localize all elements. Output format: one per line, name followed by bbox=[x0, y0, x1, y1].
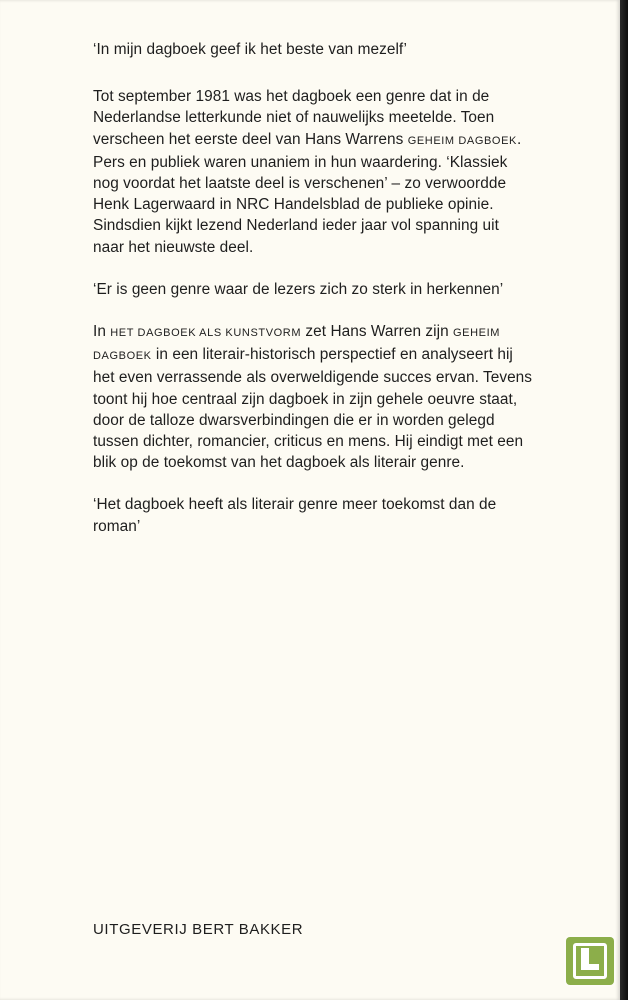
quote-2: ‘Er is geen genre waar de lezers zich zo sterk in herkennen’ bbox=[93, 280, 504, 298]
quote-1: ‘In mijn dagboek geef ik het beste van mezelf’ bbox=[93, 41, 407, 58]
paragraph-2-text-b: zet Hans Warren zijn bbox=[301, 323, 454, 341]
blurb-text bbox=[93, 39, 533, 537]
book-spine-edge bbox=[620, 0, 628, 1000]
paragraph-1-text-b: . Pers en publiek waren unaniem in hun waardering. ‘Klassiek nog voordat het laatste deel is verschenen’ – zo verwoordde Henk Lagerwaard in NRC Handelsblad de publieke opinie. Sindsdien kijkt lezend Nederland ieder jaar vol spanning uit naar het nieuwste deel. bbox=[93, 130, 522, 256]
small-caps-title: GEHEIM DAGBOEK bbox=[407, 134, 517, 147]
small-caps-title: GEHEIM DAGBOEK bbox=[93, 327, 501, 363]
small-caps-title: HET DAGBOEK ALS KUNSTVORM bbox=[110, 327, 302, 340]
quote-3: ‘Het dagboek heeft als literair genre meer toekomst dan de roman’ bbox=[93, 496, 497, 535]
paragraph-2-text-a: In bbox=[93, 323, 111, 341]
paragraph-2 bbox=[93, 321, 533, 473]
publisher-name: UITGEVERIJ BERT BAKKER bbox=[93, 921, 304, 938]
paragraph-1-text-a: Tot september 1981 was het dagboek een genre dat in de Nederlandse letterkunde niet of nauwelijks meetelde. Toen verscheen het eerste deel van Hans Warrens bbox=[93, 88, 495, 148]
lastdodo-logo-icon bbox=[566, 937, 614, 985]
paragraph-2-text-c: in een literair-historisch perspectief en analyseert hij het even verrassende als overweldigende succes ervan. Tevens toont hij hoe centraal zijn dagboek in zijn gehele oeuvre staat, door de talloze dwarsverbindingen die er in worden gelegd tussen dichter, romancier, criticus en mens. Hij eindigt met een blik op de toekomst van het dagboek als literair genre. bbox=[93, 346, 533, 472]
paragraph-1 bbox=[93, 86, 533, 258]
